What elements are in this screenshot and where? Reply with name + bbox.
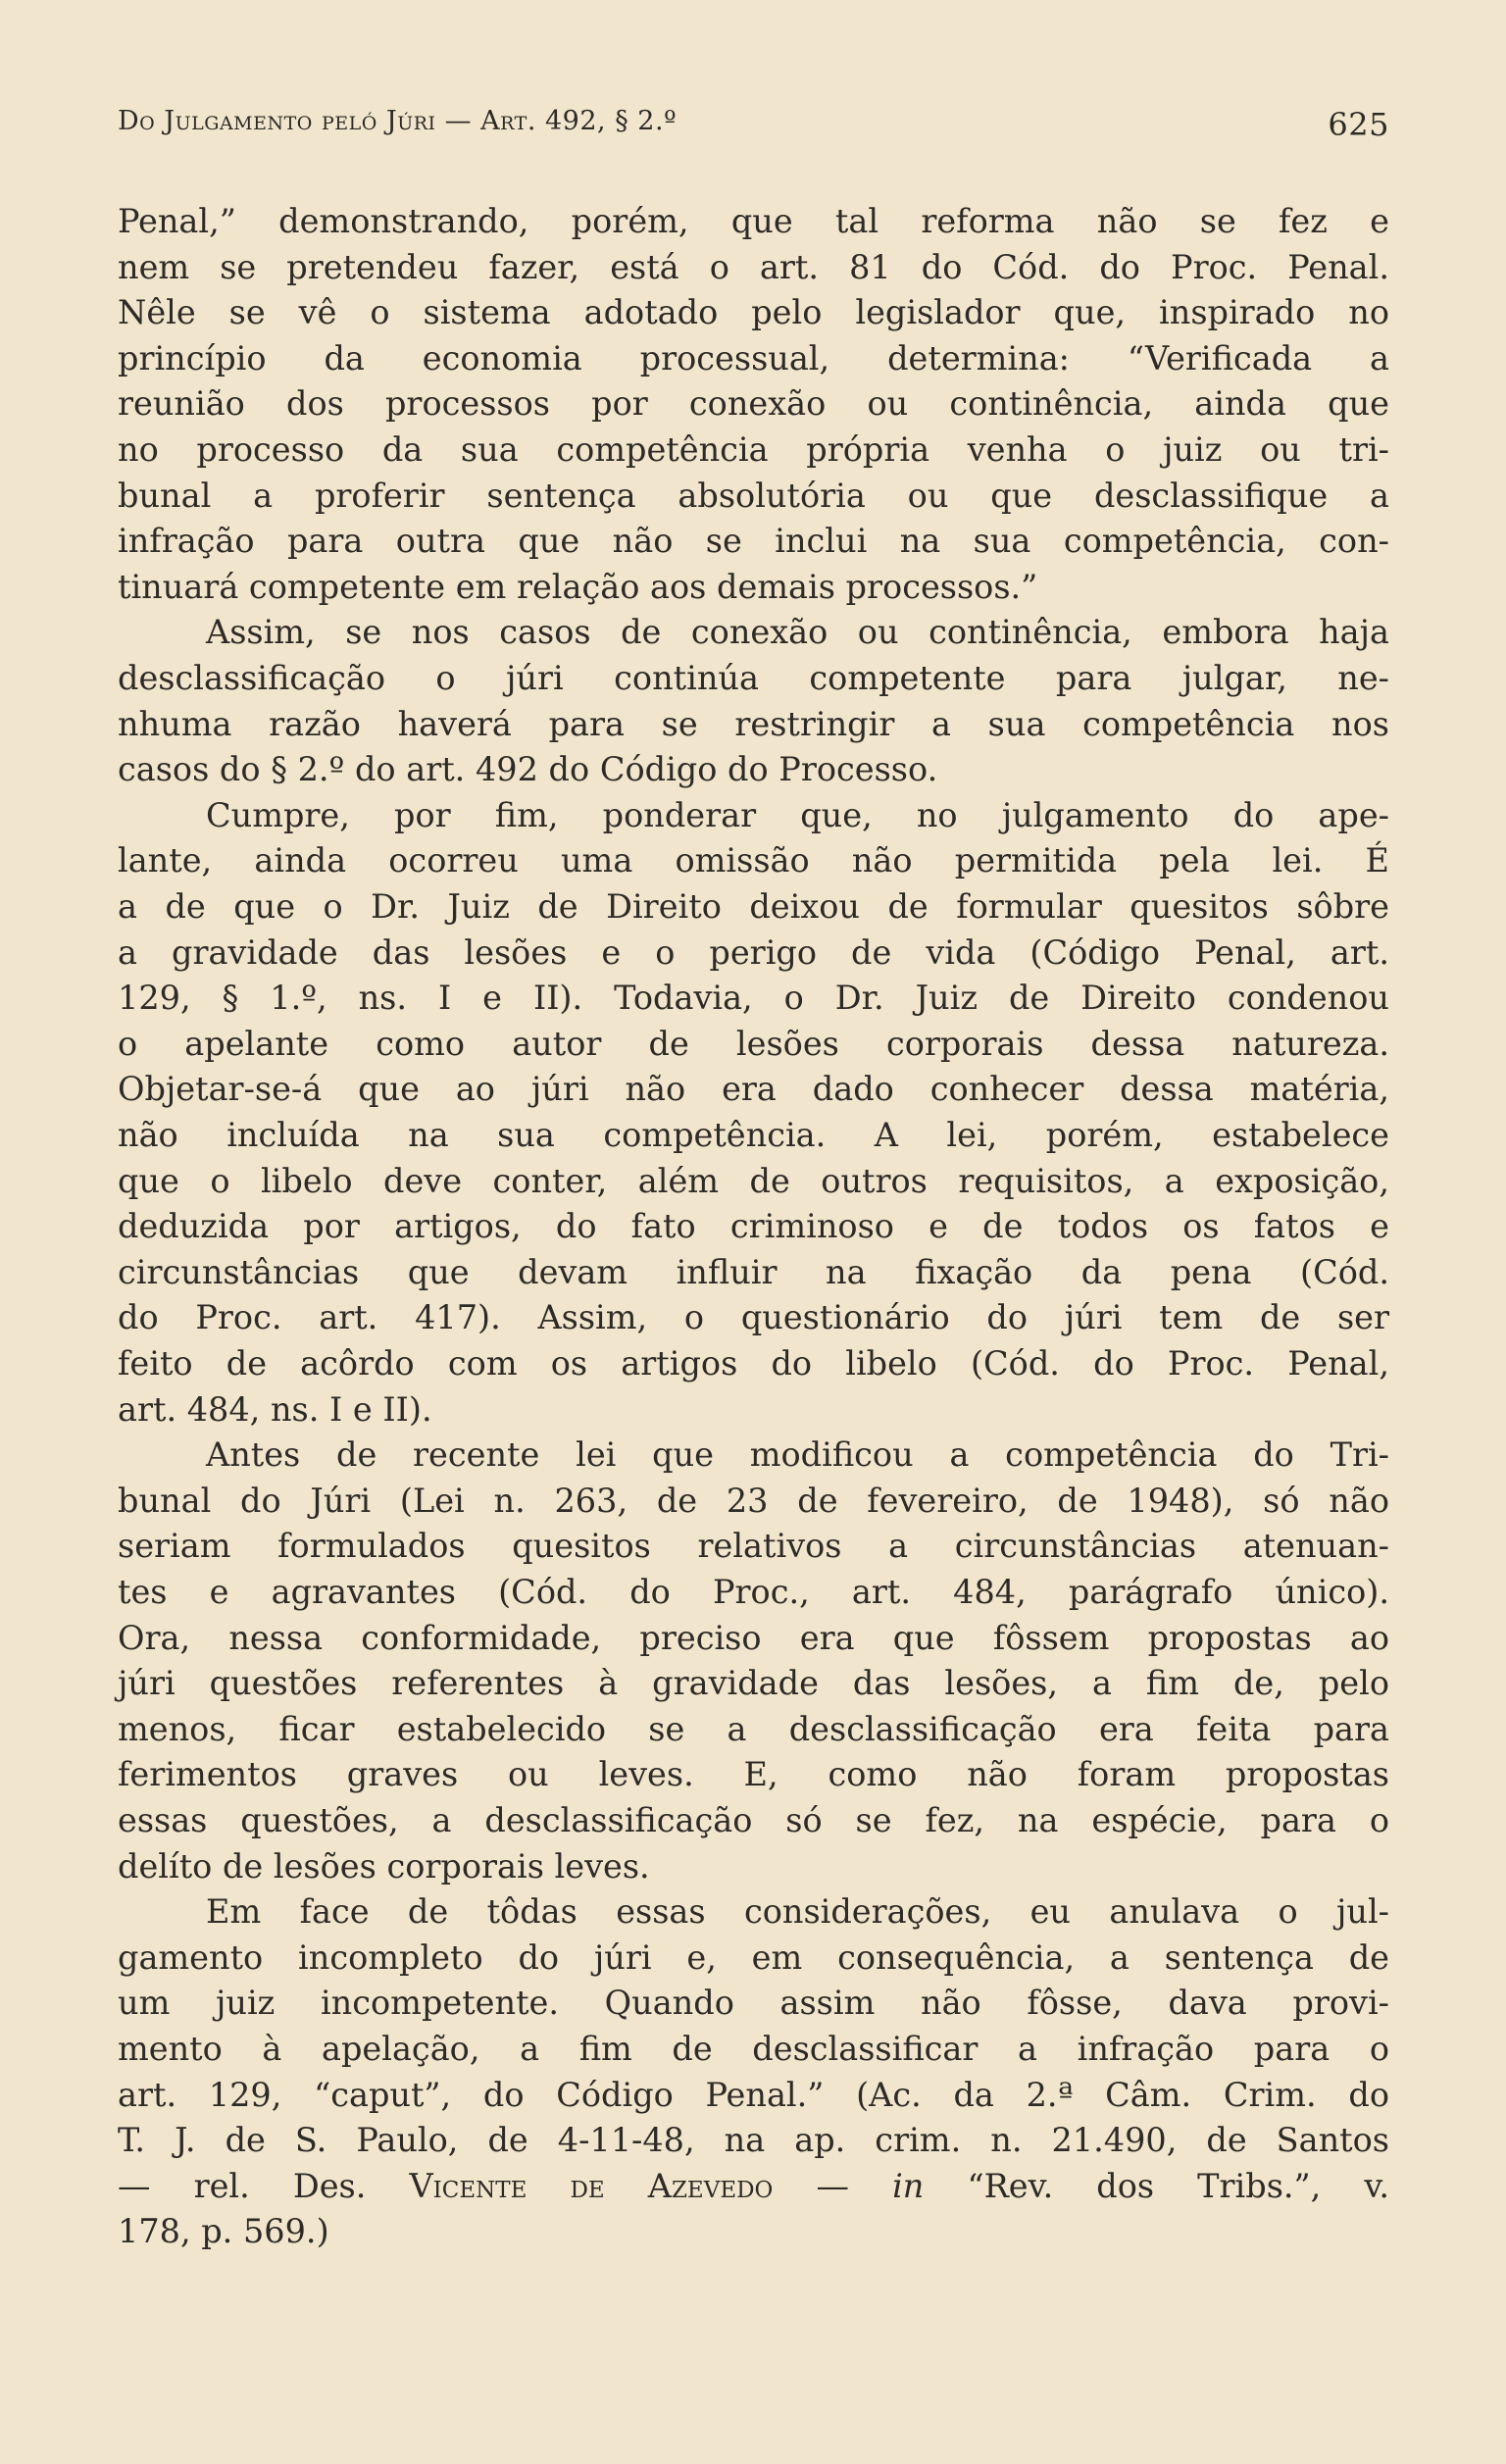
page-number: 625 <box>1328 106 1389 143</box>
text-line: ferimentos graves ou leves. E, como não foram propostas <box>118 1755 1389 1794</box>
citation-dash: — <box>773 2166 893 2205</box>
text-line: a gravidade das lesões e o perigo de vida (Código Penal, art. <box>118 932 1389 972</box>
citation-line <box>118 2164 1389 2209</box>
text-line: tes e agravantes (Cód. do Proc., art. 484, parágrafo único). <box>118 1573 1389 1611</box>
text-line: no processo da sua competência própria venha o juiz ou tri- <box>118 430 1389 469</box>
text-line: do Proc. art. 417). Assim, o questionário do júri tem de ser <box>118 1298 1389 1337</box>
text-line: 129, § 1.º, ns. I e II). Todavia, o Dr. Juiz de Direito condenou <box>118 979 1389 1018</box>
text-line: bunal do Júri (Lei n. 263, de 23 de fevereiro, de 1948), só não <box>118 1481 1389 1520</box>
text-line: princípio da economia processual, determina: “Verificada a <box>118 338 1389 377</box>
text-line: essas questões, a desclassificação só se fez, na espécie, para o <box>118 1801 1389 1839</box>
text-line: T. J. de S. Paulo, de 4-11-48, na ap. crim. n. 21.490, de Santos <box>118 2121 1389 2160</box>
running-head <box>118 106 1389 145</box>
text-line: desclassificação o júri continúa competente para julgar, ne- <box>118 659 1389 697</box>
text-line: art. 484, ns. I e II). <box>118 1389 432 1429</box>
text-line: lante, ainda ocorreu uma omissão não permitida pela lei. É <box>118 841 1389 880</box>
text-line: júri questões referentes à gravidade das lesões, a fim de, pelo <box>118 1664 1389 1703</box>
text-line: nhuma razão haverá para se restringir a sua competência nos <box>118 704 1389 743</box>
text-line: Objetar-se-á que ao júri não era dado conhecer dessa matéria, <box>118 1070 1389 1109</box>
text-line: o apelante como autor de lesões corporais dessa natureza. <box>118 1024 1389 1063</box>
citation-prefix: — rel. Des. <box>118 2166 410 2205</box>
text-line: não incluída na sua competência. A lei, porém, estabelece <box>118 1116 1389 1154</box>
text-line: Nêle se vê o sistema adotado pelo legislador que, inspirado no <box>118 293 1389 332</box>
rapporteur-name: Vicente de Azevedo <box>409 2166 774 2205</box>
text-line: Em face de tôdas essas considerações, eu anulava o jul- <box>206 1892 1389 1932</box>
text-line: mento à apelação, a fim de desclassificar a infração para o <box>118 2030 1389 2068</box>
text-line: Ora, nessa conformidade, preciso era que fôssem propostas ao <box>118 1618 1389 1657</box>
text-line: menos, ficar estabelecido se a desclassificação era feita para <box>118 1709 1389 1748</box>
text-line: feito de acôrdo com os artigos do libelo (Cód. do Proc. Penal, <box>118 1344 1389 1383</box>
text-line: seriam formulados quesitos relativos a circunstâncias atenuan- <box>118 1527 1389 1566</box>
text-line: Penal,” demonstrando, porém, que tal reforma não se fez e <box>118 202 1389 240</box>
text-line: reunião dos processos por conexão ou continência, ainda que <box>118 384 1389 424</box>
text-line: 178, p. 569.) <box>118 2212 329 2251</box>
citation-in: in <box>892 2166 925 2205</box>
text-line: deduzida por artigos, do fato criminoso e de todos os fatos e <box>118 1207 1389 1246</box>
text-line: bunal a proferir sentença absolutória ou que desclassifique a <box>118 476 1389 515</box>
text-line: Cumpre, por fim, ponderar que, no julgamento do ape- <box>206 795 1389 834</box>
text-line: que o libelo deve conter, além de outros requisitos, a exposição, <box>118 1161 1389 1200</box>
text-line: tinuará competente em relação aos demais processos.” <box>118 567 1038 606</box>
citation-source: “Rev. dos Tribs.”, v. <box>924 2166 1389 2205</box>
text-line: delíto de lesões corporais leves. <box>118 1846 650 1886</box>
text-line: infração para outra que não se inclui na sua competência, con- <box>118 522 1389 561</box>
text-line: art. 129, “caput”, do Código Penal.” (Ac. da 2.ª Câm. Crim. do <box>118 2075 1389 2114</box>
text-line: a de que o Dr. Juiz de Direito deixou de formular quesitos sôbre <box>118 887 1389 926</box>
text-line: Assim, se nos casos de conexão ou continência, embora haja <box>206 613 1389 652</box>
text-line: nem se pretendeu fazer, está o art. 81 do Cód. do Proc. Penal. <box>118 247 1389 286</box>
text-line: Antes de recente lei que modificou a competência do Tri- <box>206 1435 1389 1475</box>
text-line: circunstâncias que devam influir na fixação da pena (Cód. <box>118 1252 1389 1291</box>
text-line: casos do § 2.º do art. 492 do Código do Processo. <box>118 750 938 789</box>
text-line: gamento incompleto do júri e, em consequência, a sentença de <box>118 1937 1389 1977</box>
text-line: um juiz incompetente. Quando assim não fôsse, dava provi- <box>118 1984 1389 2023</box>
running-head-title: Do Julgamento peló Júri — Art. 492, § 2.º <box>118 106 678 136</box>
